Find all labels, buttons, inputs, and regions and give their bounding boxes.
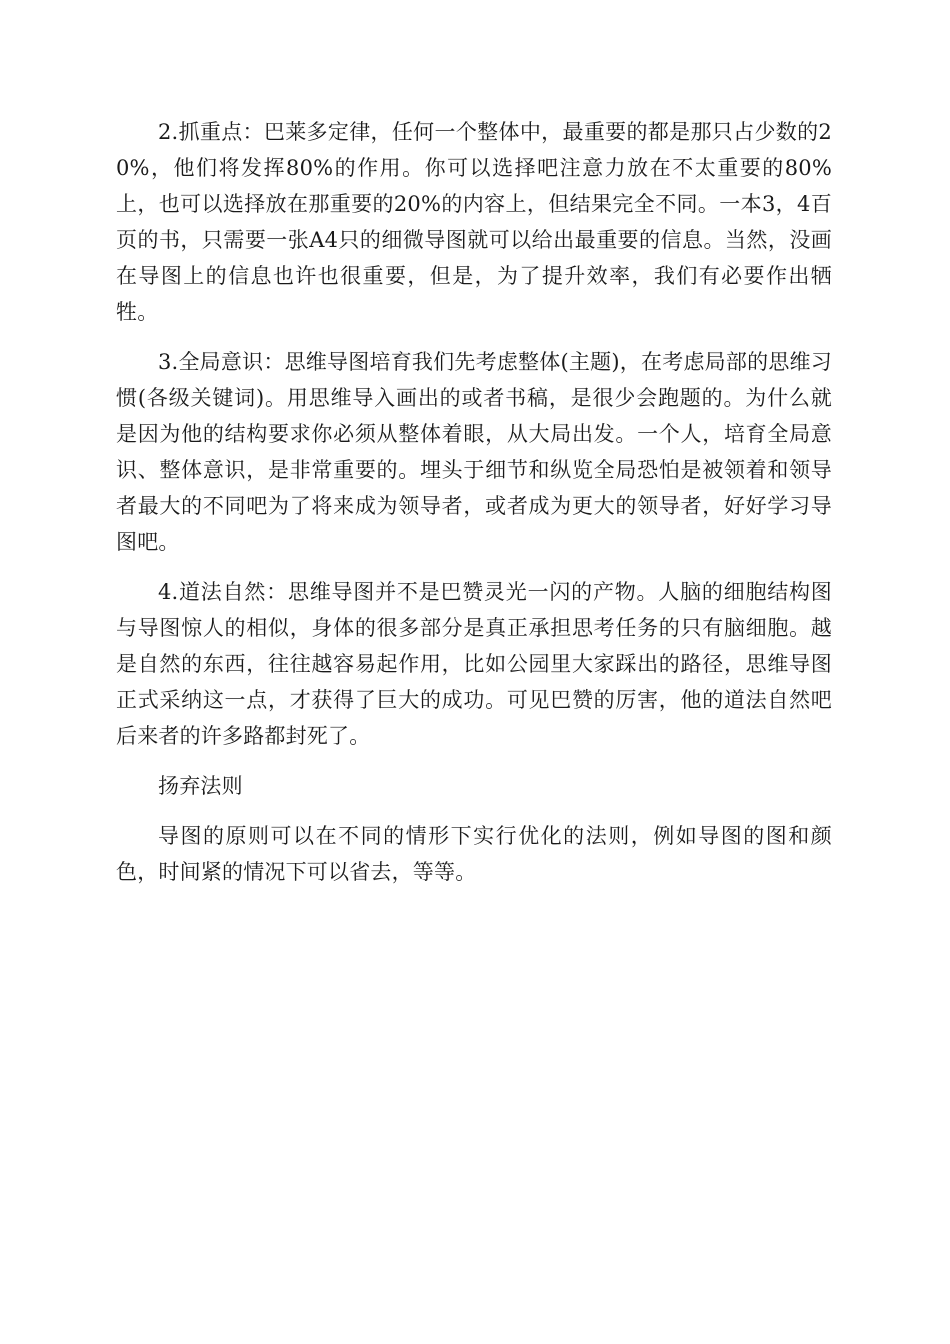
document-body [116, 114, 832, 904]
paragraph-follow-nature: 4.道法自然：思维导图并不是巴赞灵光一闪的产物。人脑的细胞结构图与导图惊人的相似，身体的很多部分是真正承担思考任务的只有脑细胞。越是自然的东西，往往越容易起作用，比如公园里大家踩出的路径，思维导图正式采纳这一点，才获得了巨大的成功。可见巴赞的厉害，他的道法自然吧后来者的许多路都封死了。 [116, 580, 832, 748]
paragraph-focus-key-points: 2.抓重点：巴莱多定律，任何一个整体中，最重要的都是那只占少数的20%，他们将发挥80%的作用。你可以选择吧注意力放在不太重要的80%上，也可以选择放在那重要的20%的内容上，但结果完全不同。一本3，4百页的书，只需要一张A4只的细微导图就可以给出最重要的信息。当然，没画在导图上的信息也许也很重要，但是，为了提升效率，我们有必要作出牺牲。 [116, 120, 832, 324]
paragraph-closing: 导图的原则可以在不同的情形下实行优化的法则，例如导图的图和颜色，时间紧的情况下可以省去，等等。 [116, 824, 832, 884]
section-heading: 扬弃法则 [158, 774, 243, 798]
paragraph-global-awareness: 3.全局意识：思维导图培育我们先考虑整体(主题)，在考虑局部的思维习惯(各级关键词)。用思维导入画出的或者书稿，是很少会跑题的。为什么就是因为他的结构要求你必须从整体着眼，从大局出发。一个人，培育全局意识、整体意识，是非常重要的。埋头于细节和纵览全局恐怕是被领着和领导者最大的不同吧为了将来成为领导者，或者成为更大的领导者，好好学习导图吧。 [116, 350, 832, 554]
